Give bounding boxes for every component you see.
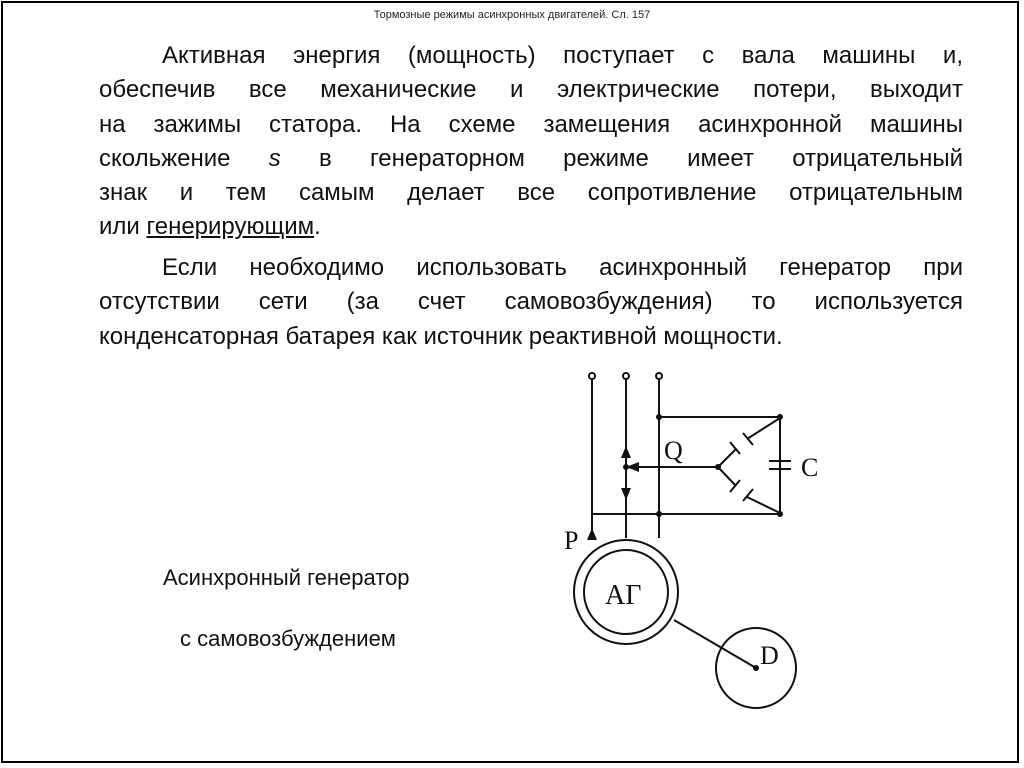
slide-header-title: Тормозные режимы асинхронных двигателей. Сл. 157 [373,9,651,21]
cap-lower-diag-b [747,497,780,513]
arrow-head-left [626,462,639,472]
terminal-2 [623,373,629,379]
paragraph-line: знак и тем самым делает все сопротивление отрицательным [99,179,963,207]
label-p: P [564,526,579,555]
text-fragment: . [314,213,321,241]
label-generator: АГ [605,580,642,611]
terminal-1 [589,373,595,379]
label-q: Q [664,436,683,465]
paragraph-line: на зажимы статора. На схеме замещения асинхронной машины [99,110,963,138]
arrow-head-p [587,528,597,540]
junction-dot [777,511,783,517]
cap-upper-plate-2 [743,433,753,445]
cap-upper-diag-a [718,449,736,467]
paragraph-line [99,142,963,176]
cap-lower-diag-a [718,467,736,486]
paragraph-line: Активная энергия (мощность) поступает с вала машины и, [162,42,963,69]
label-motor: D [760,641,779,670]
cap-upper-diag-b [747,418,780,439]
shaft-end-dot [753,665,759,671]
text-fragment: скольжение [99,144,231,172]
shaft-line [674,620,756,668]
junction-dot [656,511,662,517]
junction-dot [715,464,721,470]
junction-dot [777,414,783,420]
paragraph-line [99,210,963,244]
caption-line-2: с самовозбуждением [180,626,396,651]
text-fragment: или [99,213,140,241]
terminal-3 [656,373,662,379]
text-fragment: в генераторном режиме имеет отрицательный [319,144,964,172]
self-excited-generator-diagram [540,365,819,715]
paragraph-active-energy [99,39,963,245]
slip-symbol: s [268,144,281,172]
generating-link-text: генерирующим [146,213,315,241]
junction-dot [656,414,662,420]
paragraph-line: конденсаторная батарея как источник реактивной мощности. [99,322,783,350]
paragraph-self-excitation [99,251,963,354]
label-c: C [801,453,819,482]
paragraph-line: Если необходимо использовать асинхронный генератор при [162,254,963,281]
paragraph-line: отсутствии сети (за счет самовозбуждения) то используется [99,288,963,316]
caption-line-1: Асинхронный генератор [163,565,410,590]
paragraph-line: обеспечив все механические и электрические потери, выходит [99,76,963,104]
